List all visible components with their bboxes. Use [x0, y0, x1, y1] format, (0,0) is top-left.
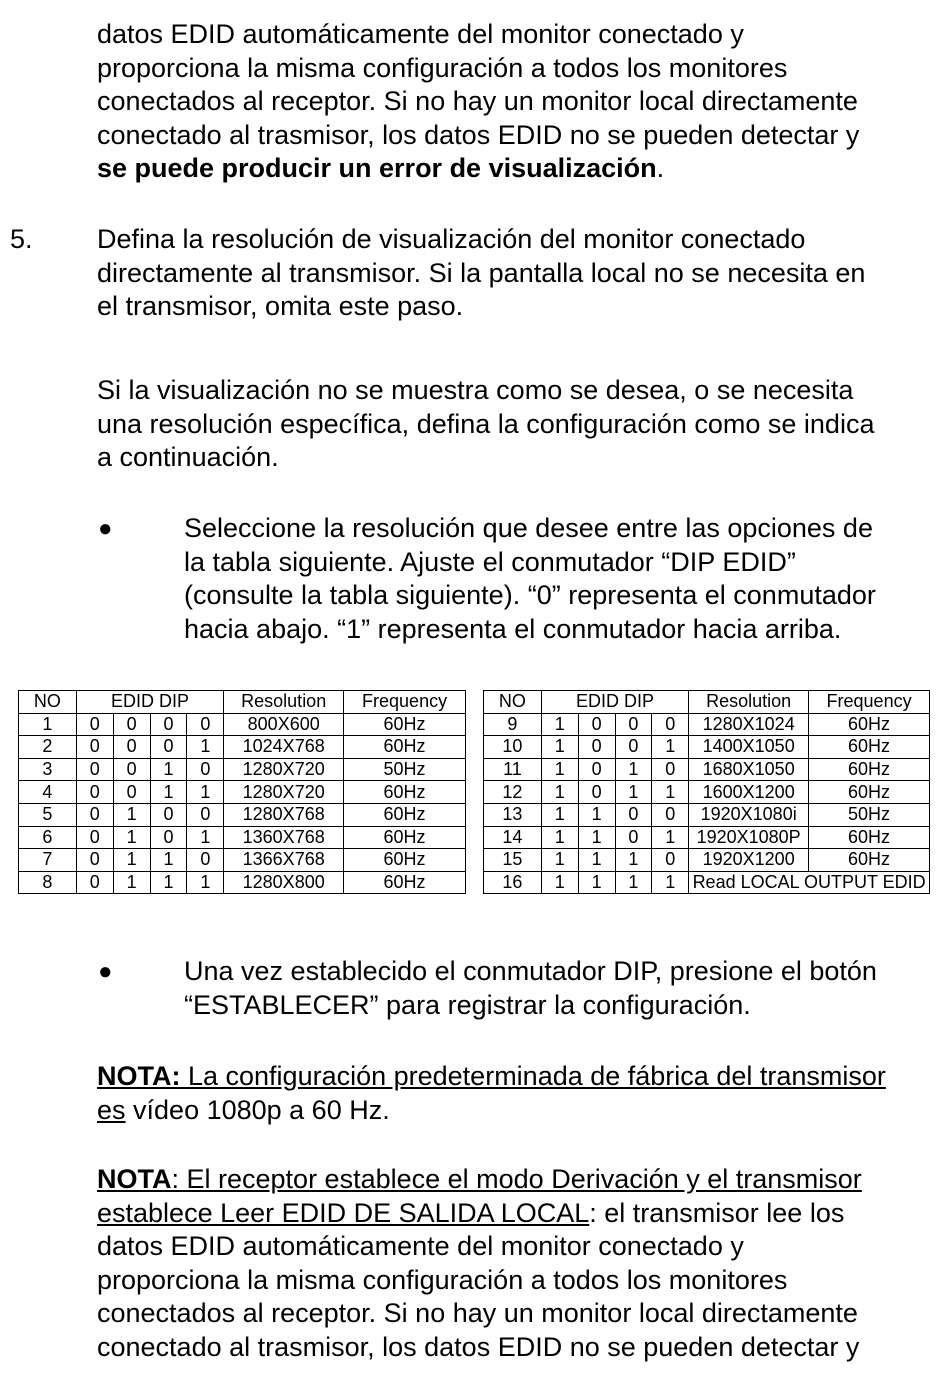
- cell-dip: 1: [187, 871, 224, 894]
- text-line: [97, 1094, 390, 1128]
- text-line: Seleccione la resolución que desee entre las opciones de: [184, 513, 873, 543]
- note-text: : El receptor establece el modo Derivación y el transmisor: [171, 1164, 862, 1194]
- note-text: : el transmisor lee los: [589, 1197, 845, 1228]
- cell-dip: 0: [76, 736, 113, 759]
- cell-frequency: 60Hz: [809, 736, 930, 759]
- bullet-icon: ●: [98, 958, 113, 985]
- cell-dip: 0: [615, 713, 652, 736]
- cell-frequency: 50Hz: [809, 803, 930, 826]
- cell-frequency: 60Hz: [809, 849, 930, 872]
- cell-dip: 0: [76, 758, 113, 781]
- cell-dip: 0: [187, 758, 224, 781]
- text-line: [97, 1197, 844, 1231]
- cell-resolution: 1920X1080i: [689, 803, 809, 826]
- table-row: [484, 849, 930, 872]
- cell-dip: 0: [615, 826, 652, 849]
- cell-dip: 0: [76, 871, 113, 894]
- table-row: [484, 736, 930, 759]
- text-line: el transmisor, omita este paso.: [97, 291, 464, 321]
- text-line: [97, 1163, 862, 1197]
- table-row: [484, 803, 930, 826]
- cell-dip: 1: [652, 871, 689, 894]
- cell-dip: 0: [652, 713, 689, 736]
- header-resolution: Resolution: [224, 691, 344, 714]
- cell-dip: 1: [541, 713, 578, 736]
- table-row: [484, 871, 930, 894]
- table-row: [484, 713, 930, 736]
- resolution-table-left: [18, 690, 466, 894]
- cell-resolution: 1360X768: [224, 826, 344, 849]
- cell-no: 15: [484, 849, 542, 872]
- cell-dip: 1: [541, 849, 578, 872]
- text-line: Si la visualización no se muestra como se desea, o se necesita: [97, 375, 854, 405]
- cell-dip: 1: [615, 758, 652, 781]
- table-row: [19, 803, 466, 826]
- cell-dip: 1: [541, 781, 578, 804]
- cell-dip: 1: [541, 803, 578, 826]
- bold-text: se puede producir un error de visualización: [97, 153, 657, 183]
- cell-dip: 1: [541, 758, 578, 781]
- cell-dip: 1: [615, 781, 652, 804]
- cell-dip: 1: [187, 781, 224, 804]
- cell-dip: 0: [150, 736, 187, 759]
- cell-no: 4: [19, 781, 77, 804]
- cell-resolution: 1280X720: [224, 758, 344, 781]
- cell-resolution: 1400X1050: [689, 736, 809, 759]
- text-line: a continuación.: [97, 442, 279, 472]
- cell-no: 1: [19, 713, 77, 736]
- table-header-row: [484, 691, 930, 714]
- cell-frequency: 60Hz: [344, 781, 466, 804]
- cell-frequency: 60Hz: [344, 736, 466, 759]
- table-row: [19, 713, 466, 736]
- cell-dip: 0: [615, 803, 652, 826]
- cell-no: 2: [19, 736, 77, 759]
- cell-dip: 0: [652, 849, 689, 872]
- text-line: “ESTABLECER” para registrar la configuración.: [184, 989, 751, 1020]
- text-line: conectado al trasmisor, los datos EDID no se pueden detectar y: [97, 1331, 860, 1362]
- table-row: [19, 826, 466, 849]
- cell-frequency: 60Hz: [344, 871, 466, 894]
- header-frequency: Frequency: [344, 691, 466, 714]
- cell-dip: 0: [76, 781, 113, 804]
- cell-resolution: 1280X720: [224, 781, 344, 804]
- text-line: conectado al trasmisor, los datos EDID no se pueden detectar y: [97, 119, 860, 150]
- text-line: Una vez establecido el conmutador DIP, presione el botón: [184, 956, 877, 986]
- cell-dip: 0: [76, 849, 113, 872]
- cell-dip: 1: [113, 849, 150, 872]
- cell-resolution: 1600X1200: [689, 781, 809, 804]
- cell-dip: 1: [652, 736, 689, 759]
- cell-dip: 1: [150, 849, 187, 872]
- cell-frequency: 60Hz: [809, 758, 930, 781]
- header-edid-dip: EDID DIP: [541, 691, 688, 714]
- cell-dip: 1: [113, 803, 150, 826]
- cell-dip: 1: [541, 826, 578, 849]
- cell-dip: 0: [150, 713, 187, 736]
- cell-no: 9: [484, 713, 542, 736]
- cell-no: 8: [19, 871, 77, 894]
- table-row: [19, 758, 466, 781]
- cell-dip: 1: [541, 736, 578, 759]
- cell-dip: 0: [76, 713, 113, 736]
- text-line: la tabla siguiente. Ajuste el conmutador “DIP EDID”: [184, 546, 796, 577]
- cell-frequency: 60Hz: [344, 803, 466, 826]
- text-line: hacia abajo. “1” representa el conmutador hacia arriba.: [184, 613, 842, 644]
- cell-dip: 0: [150, 803, 187, 826]
- cell-dip: 0: [578, 736, 615, 759]
- cell-resolution: 1680X1050: [689, 758, 809, 781]
- table-row: [484, 758, 930, 781]
- note-label: NOTA: [97, 1164, 172, 1194]
- note-label: NOTA:: [97, 1061, 181, 1091]
- cell-no: 16: [484, 871, 542, 894]
- bullet-icon: ●: [98, 515, 113, 542]
- text-line: conectados al receptor. Si no hay un monitor local directamente: [97, 1298, 858, 1328]
- cell-frequency: 60Hz: [344, 826, 466, 849]
- table-row: [19, 849, 466, 872]
- cell-dip: 1: [652, 781, 689, 804]
- text-line: [97, 152, 664, 186]
- cell-frequency: 60Hz: [809, 713, 930, 736]
- cell-dip: 1: [578, 849, 615, 872]
- cell-dip: 1: [615, 871, 652, 894]
- table-row: [19, 736, 466, 759]
- cell-dip: 0: [113, 781, 150, 804]
- text-line: [97, 1060, 886, 1094]
- cell-no: 13: [484, 803, 542, 826]
- cell-dip: 1: [113, 826, 150, 849]
- note-text: La configuración predeterminada de fábrica del transmisor: [180, 1061, 886, 1091]
- table-header-row: [19, 691, 466, 714]
- cell-dip: 1: [615, 849, 652, 872]
- cell-no: 12: [484, 781, 542, 804]
- cell-dip: 1: [578, 803, 615, 826]
- cell-dip: 0: [652, 803, 689, 826]
- cell-dip: 0: [113, 713, 150, 736]
- cell-dip: 0: [187, 849, 224, 872]
- cell-no: 7: [19, 849, 77, 872]
- header-resolution: Resolution: [689, 691, 809, 714]
- cell-frequency: 60Hz: [344, 713, 466, 736]
- cell-dip: 0: [578, 781, 615, 804]
- table-row: [484, 826, 930, 849]
- cell-resolution: 1920X1080P: [689, 826, 809, 849]
- cell-resolution: 1280X768: [224, 803, 344, 826]
- cell-dip: 0: [150, 826, 187, 849]
- cell-resolution: 1024X768: [224, 736, 344, 759]
- cell-no: 6: [19, 826, 77, 849]
- cell-dip: 0: [615, 736, 652, 759]
- punctuation: .: [656, 153, 665, 183]
- cell-dip: 0: [76, 826, 113, 849]
- header-no: NO: [484, 691, 542, 714]
- cell-read-local-output-edid: Read LOCAL OUTPUT EDID: [689, 871, 930, 894]
- cell-dip: 0: [578, 758, 615, 781]
- resolution-table-right: [483, 690, 930, 894]
- cell-frequency: 60Hz: [809, 781, 930, 804]
- cell-dip: 0: [113, 758, 150, 781]
- note-text-underlined: establece Leer EDID DE SALIDA LOCAL: [97, 1197, 590, 1228]
- note-text: vídeo 1080p a 60 Hz.: [125, 1094, 390, 1125]
- cell-dip: 1: [150, 781, 187, 804]
- cell-dip: 1: [578, 826, 615, 849]
- note-text-underlined: es: [97, 1094, 126, 1125]
- table-row: [19, 781, 466, 804]
- header-edid-dip: EDID DIP: [76, 691, 223, 714]
- text-line: datos EDID automáticamente del monitor conectado y: [97, 19, 744, 49]
- cell-dip: 0: [76, 803, 113, 826]
- text-line: (consulte la tabla siguiente). “0” representa el conmutador: [184, 580, 876, 610]
- cell-no: 10: [484, 736, 542, 759]
- text-line: Defina la resolución de visualización del monitor conectado: [97, 224, 806, 254]
- header-frequency: Frequency: [809, 691, 930, 714]
- cell-dip: 1: [187, 736, 224, 759]
- cell-dip: 1: [113, 871, 150, 894]
- cell-dip: 0: [187, 713, 224, 736]
- table-row: [19, 871, 466, 894]
- cell-frequency: 50Hz: [344, 758, 466, 781]
- text-line: directamente al transmisor. Si la pantalla local no se necesita en: [97, 257, 866, 288]
- cell-no: 11: [484, 758, 542, 781]
- text-line: datos EDID automáticamente del monitor conectado y: [97, 1231, 744, 1261]
- cell-dip: 0: [113, 736, 150, 759]
- cell-dip: 1: [150, 871, 187, 894]
- cell-dip: 1: [652, 826, 689, 849]
- cell-no: 14: [484, 826, 542, 849]
- cell-dip: 0: [578, 713, 615, 736]
- text-line: proporciona la misma configuración a todos los monitores: [97, 1264, 788, 1295]
- cell-resolution: 800X600: [224, 713, 344, 736]
- table-row: [484, 781, 930, 804]
- cell-resolution: 1920X1200: [689, 849, 809, 872]
- cell-dip: 0: [652, 758, 689, 781]
- cell-dip: 1: [187, 826, 224, 849]
- cell-no: 3: [19, 758, 77, 781]
- cell-resolution: 1280X800: [224, 871, 344, 894]
- cell-resolution: 1366X768: [224, 849, 344, 872]
- cell-resolution: 1280X1024: [689, 713, 809, 736]
- header-no: NO: [19, 691, 77, 714]
- cell-no: 5: [19, 803, 77, 826]
- text-line: conectados al receptor. Si no hay un monitor local directamente: [97, 86, 858, 116]
- cell-dip: 1: [150, 758, 187, 781]
- cell-dip: 0: [187, 803, 224, 826]
- cell-frequency: 60Hz: [344, 849, 466, 872]
- cell-dip: 1: [541, 871, 578, 894]
- cell-dip: 1: [578, 871, 615, 894]
- step-number: 5.: [10, 224, 33, 254]
- text-line: una resolución específica, defina la configuración como se indica: [97, 408, 875, 439]
- cell-frequency: 60Hz: [809, 826, 930, 849]
- text-line: proporciona la misma configuración a todos los monitores: [97, 52, 788, 83]
